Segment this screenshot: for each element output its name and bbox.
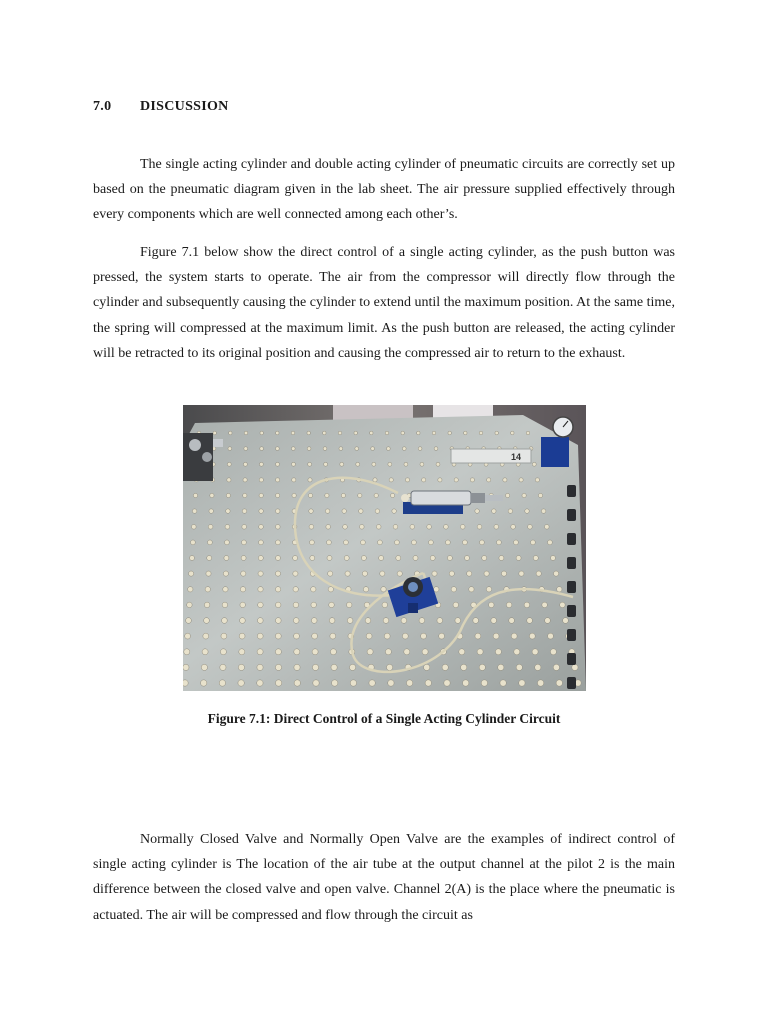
- figure-photo: [183, 405, 586, 691]
- side-fittings: [567, 485, 576, 689]
- paragraph-2: Figure 7.1 below show the direct control of a single acting cylinder, as the push button was pressed, the system starts to operate. The air from the compressor will directly flow through the cylinder and subsequently causing the cylinder to extend until the maximum position. At the same time, the spring will compressed at the maximum limit. As the push button are released, the acting cylinder will be retracted to its original position and causing the compressed air to return to the exhaust.: [93, 245, 675, 361]
- section-number: 7.0: [93, 99, 112, 114]
- figure-caption: Figure 7.1: Direct Control of a Single Acting Cylinder Circuit: [207, 711, 561, 726]
- paragraph-3: Normally Closed Valve and Normally Open Valve are the examples of indirect control of single acting cylinder is The location of the air tube at the output channel at the pilot 2 is the main difference between the closed valve and open valve. Channel 2(A) is the place where the pneumatic is actuated. The air will be compressed and flow through the circuit as: [93, 832, 675, 923]
- board-label-number: 14: [511, 452, 522, 462]
- section-title: DISCUSSION: [140, 99, 229, 114]
- paragraph-1: The single acting cylinder and double acting cylinder of pneumatic circuits are correctly set up based on the pneumatic diagram given in the lab sheet. The air pressure supplied effectively through every components which are well connected among each other’s.: [93, 157, 675, 223]
- section-heading: [93, 99, 229, 115]
